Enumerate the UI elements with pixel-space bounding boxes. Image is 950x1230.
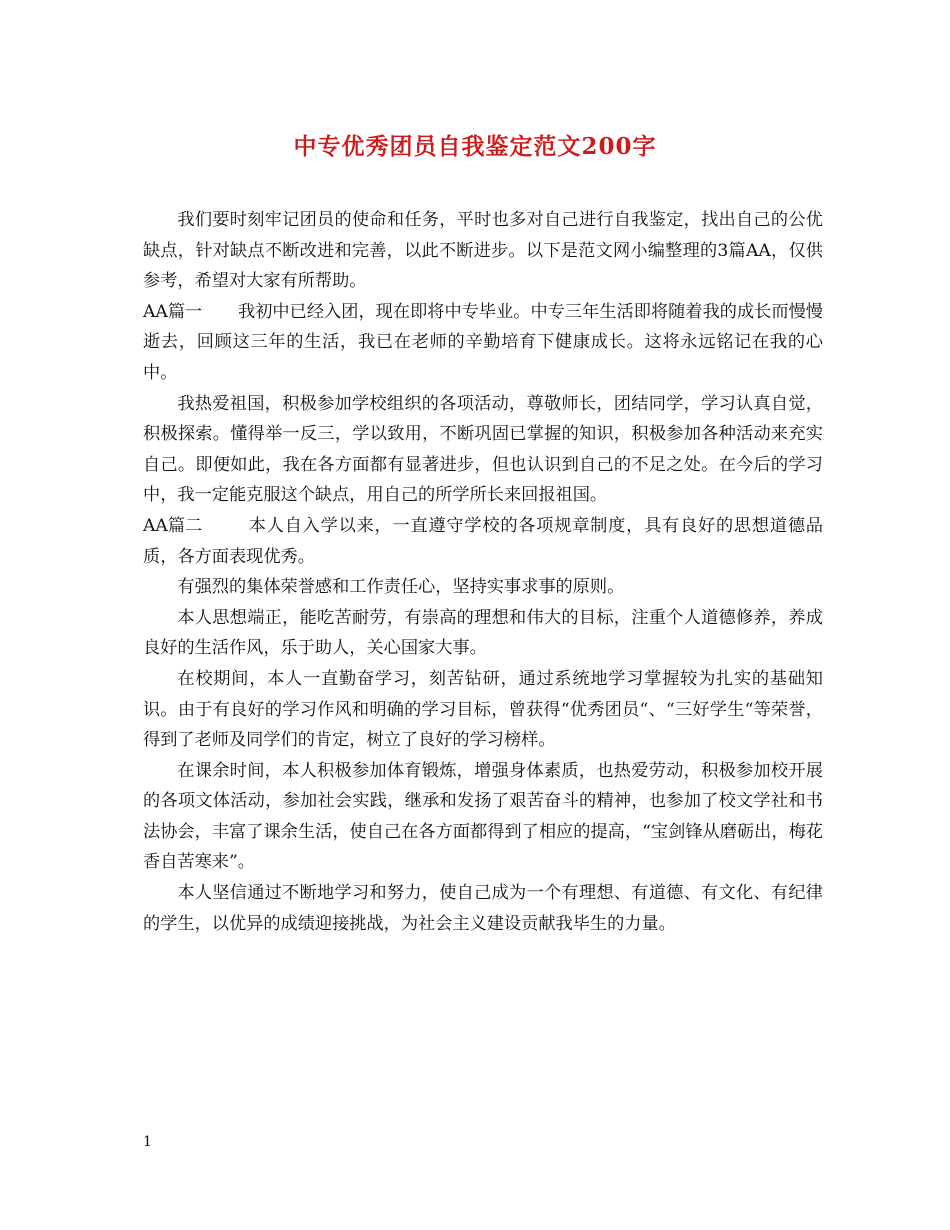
section-two-first-paragraph (143, 511, 823, 572)
section-one-paragraph: 我热爱祖国，积极参加学校组织的各项活动，尊敬师长，团结同学，学习认真自觉，积极探索。懂得举一反三，学以致用，不断巩固已掌握的知识，积极参加各种活动来充实自己。即便如此，我在各方面都有显著进步，但也认识到自己的不足之处。在今后的学习中，我一定能克服这个缺点，用自己的所学所长来回报祖国。 (143, 393, 823, 506)
section-two-paragraph: 本人思想端正，能吃苦耐劳，有崇高的理想和伟大的目标，注重个人道德修养，养成良好的生活作风，乐于助人，关心国家大事。 (143, 607, 823, 659)
section-two-paragraph: 有强烈的集体荣誉感和工作责任心，坚持实事求事的原则。 (177, 577, 625, 598)
section-two-paragraph: 在课余时间，本人积极参加体育锻炼，增强身体素质，也热爱劳动，积极参加校开展的各项文体活动，参加社会实践，继承和发扬了艰苦奋斗的精神，也参加了校文学社和书法协会，丰富了课余生活，使自己在各方面都得到了相应的提高，“宝剑锋从磨砺出，梅花香自苦寒来”。 (143, 760, 823, 873)
document-body (143, 205, 823, 939)
section-two-first-paragraph-text: 本人自入学以来，一直遵守学校的各项规章制度，具有良好的思想道德品质，各方面表现优秀。 (143, 515, 823, 567)
section-two-paragraph: 本人坚信通过不断地学习和努力，使自己成为一个有理想、有道德、有文化、有纪律的学生，以优异的成绩迎接挑战，为社会主义建设贡献我毕生的力量。 (143, 883, 823, 934)
section-two-paragraph: 在校期间，本人一直勤奋学习，刻苦钻研，通过系统地学习掌握较为扎实的基础知识。由于有良好的学习作风和明确的学习目标，曾获得“优秀团员“、“三好学生“等荣誉，得到了老师及同学们的肯定，树立了良好的学习榜样。 (143, 668, 823, 751)
section-label-one: AA篇一 (143, 301, 203, 322)
section-one-first-paragraph (143, 297, 823, 389)
section-label-two: AA篇二 (143, 515, 203, 536)
intro-paragraph: 我们要时刻牢记团员的使命和任务，平时也多对自己进行自我鉴定，找出自己的公优缺点，针对缺点不断改进和完善，以此不断进步。以下是范文网小编整理的3篇AA，仅供参考，希望对大家有所帮助。 (143, 210, 823, 292)
section-one-first-paragraph-text: 我初中已经入团，现在即将中专毕业。中专三年生活即将随着我的成长而慢慢逝去，回顾这三年的生活，我已在老师的辛勤培育下健康成长。这将永远铭记在我的心中。 (143, 301, 823, 383)
document-title: 中专优秀团员自我鉴定范文200字 (293, 133, 657, 160)
page-number: 1 (143, 1134, 152, 1150)
